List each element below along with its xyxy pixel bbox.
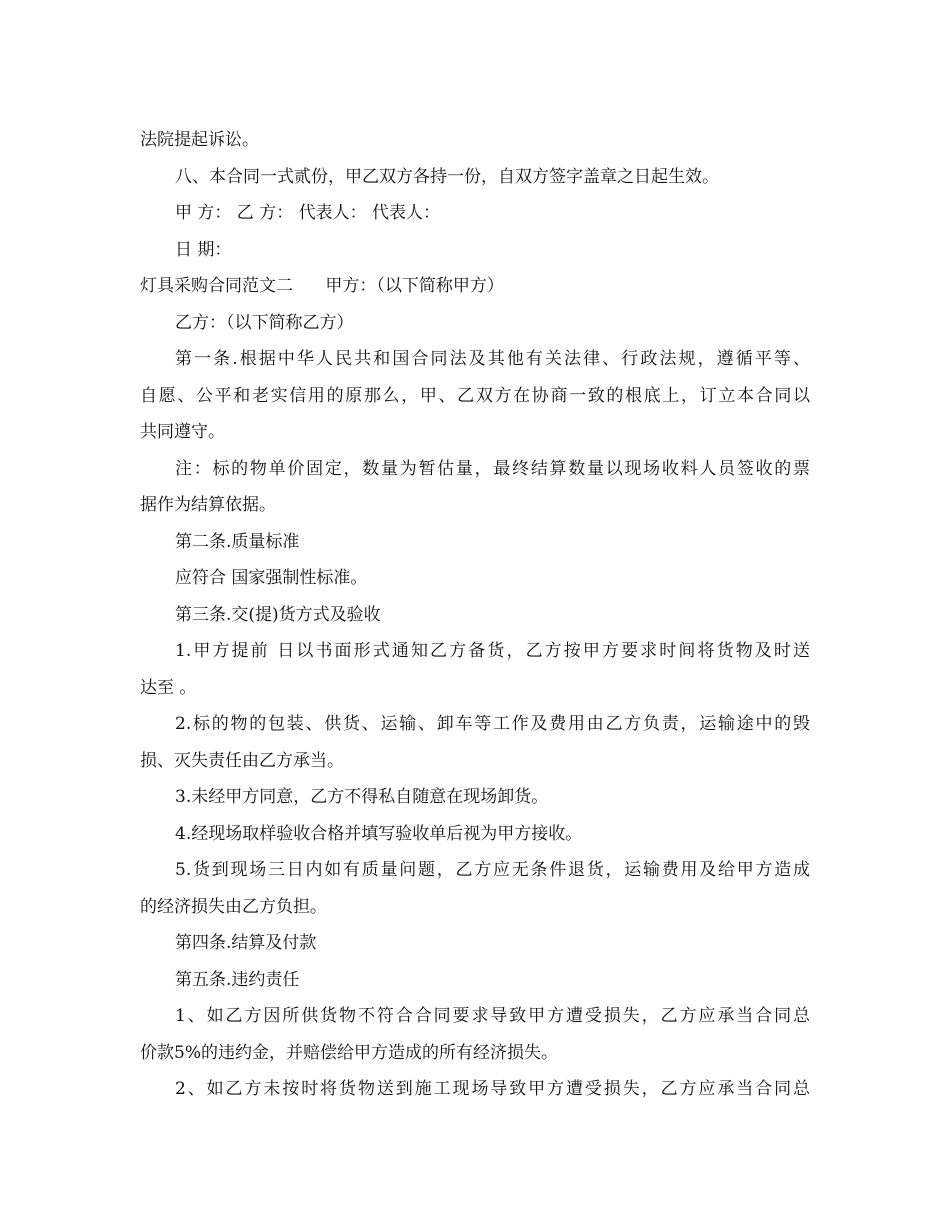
text-line: 1.甲方提前 日以书面形式通知乙方备货，乙方按甲方要求时间将货物及时送 xyxy=(175,641,810,661)
text-line: 达至 。 xyxy=(140,677,197,698)
text-line: 注：标的物单价固定，数量为暂估量，最终结算数量以现场收料人员签收的票 xyxy=(175,458,810,479)
text-line: 自愿、公平和老实信用的原那么，甲、乙双方在协商一致的根底上，订立本合同以 xyxy=(140,385,810,406)
text-line: 3.未经甲方同意，乙方不得私自随意在现场卸货。 xyxy=(175,787,549,807)
text-line: 的经济损失由乙方负担。 xyxy=(140,896,327,917)
text-line: 共同遵守。 xyxy=(140,422,225,442)
date-line: 日 期： xyxy=(175,239,232,260)
text-line: 价款5%的违约金，并赔偿给甲方造成的所有经济损失。 xyxy=(140,1042,558,1063)
signature-line: 甲 方： 乙 方： 代表人： 代表人： xyxy=(175,203,441,223)
text-line: 4.经现场取样验收合格并填写验收单后视为甲方接收。 xyxy=(175,823,583,844)
text-line: 八、本合同一式贰份，甲乙双方各持一份，自双方签字盖章之日起生效。 xyxy=(175,166,719,187)
article-heading: 第五条.违约责任 xyxy=(175,969,300,990)
text-line: 乙方：（以下简称乙方） xyxy=(175,312,354,333)
text-line: 1、如乙方因所供货物不符合合同要求导致甲方遭受损失，乙方应承当合同总 xyxy=(175,1006,810,1026)
article-heading: 第三条.交(提)货方式及验收 xyxy=(175,604,381,625)
text-line: 第一条.根据中华人民共和国合同法及其他有关法律、行政法规，遵循平等、 xyxy=(175,349,810,369)
text-line: 损、灭失责任由乙方承当。 xyxy=(140,750,344,771)
text-line: 2.标的物的包装、供货、运输、卸车等工作及费用由乙方负责，运输途中的毁 xyxy=(175,714,810,734)
text-line: 2、如乙方未按时将货物送到施工现场导致甲方遭受损失，乙方应承当合同总 xyxy=(175,1079,810,1099)
article-heading: 第二条.质量标准 xyxy=(175,531,300,552)
text-line: 5.货到现场三日内如有质量问题，乙方应无条件退货，运输费用及给甲方造成 xyxy=(175,860,810,880)
text-line: 据作为结算依据。 xyxy=(140,495,276,515)
text-line: 法院提起诉讼。 xyxy=(140,130,259,150)
article-heading: 第四条.结算及付款 xyxy=(175,933,317,953)
text-line: 应符合 国家强制性标准。 xyxy=(175,568,368,588)
section-title: 灯具采购合同范文二 甲方：（以下简称甲方） xyxy=(140,276,504,296)
